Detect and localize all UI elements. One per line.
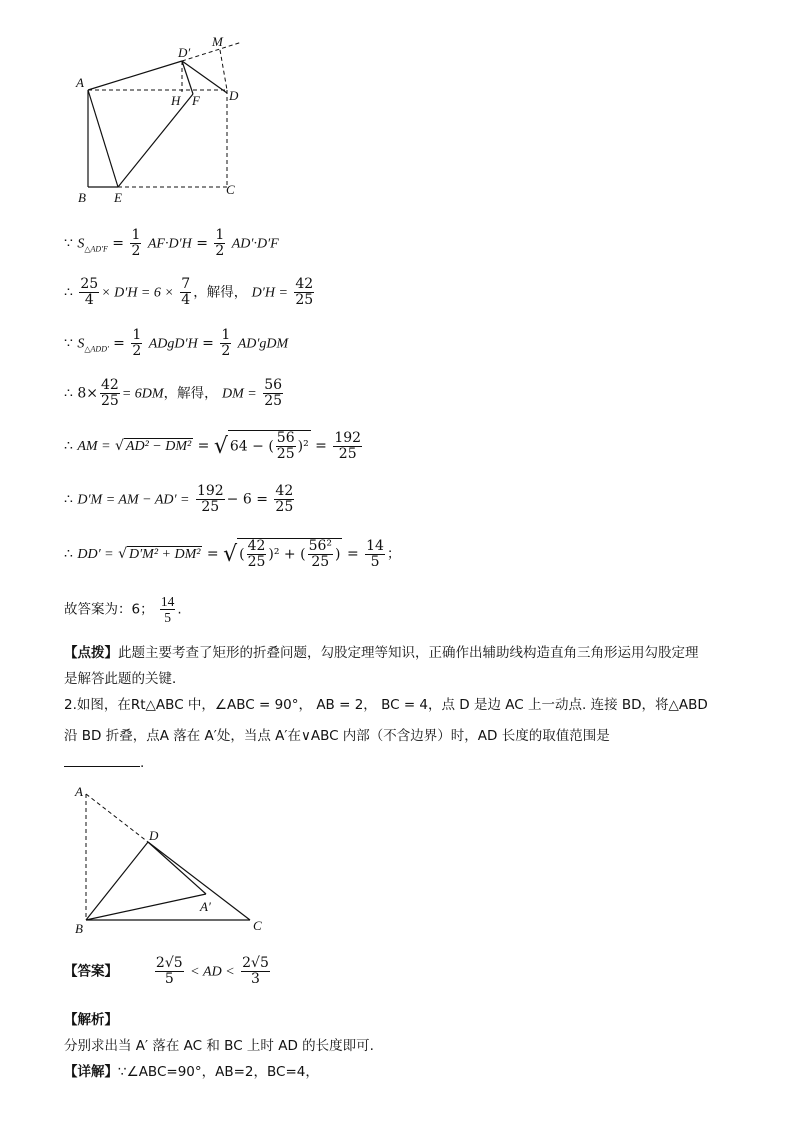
solution-line-3: ∵ $S_{\triangle ADD'}$ = $\frac{1}{2}$ ADgD′H = $\frac{1}{2}$ AD′gDM	[64, 327, 289, 359]
label-H: H	[171, 93, 181, 108]
solution-line-2: ∴ $\frac{25}{4}$ × D′H = 6 × $\frac{7}{4}$ ，解得， D′H = $\frac{42}{25}$	[64, 276, 314, 308]
product-2: AD′·D′F	[231, 236, 279, 252]
fraction-42-25: $\frac{42}{25}$	[295, 276, 314, 308]
area-subscript: △AD′F	[84, 244, 108, 254]
label-D: D	[149, 828, 159, 843]
figure-triangle-fold	[70, 780, 270, 940]
area-symbol: S	[77, 236, 85, 252]
analysis-tag: 【解析】	[64, 1012, 118, 1028]
label-A: A	[76, 75, 84, 90]
tip-tag: 【点拨】	[64, 645, 118, 661]
square-root: √ 64 − ( $\frac{56}{25}$ )²	[213, 430, 309, 462]
label-E: E	[114, 190, 122, 205]
solution-line-1	[64, 228, 279, 259]
label-A: A	[75, 784, 83, 799]
dashed-DM	[220, 50, 227, 90]
label-A-prime: A′	[200, 899, 211, 914]
answer-tag: 【答案】	[64, 963, 118, 980]
line-EF	[118, 94, 193, 187]
label-C: C	[226, 182, 235, 197]
fraction-half: $\frac{1}{2}$	[131, 227, 141, 259]
label-B: B	[75, 921, 83, 936]
because-symbol: ∵	[64, 235, 73, 252]
line-AE	[88, 90, 118, 187]
label-F: F	[192, 93, 200, 108]
analysis-text: 分别求出当 A′ 落在 AC 和 BC 上时 AD 的长度即可.	[64, 1038, 374, 1054]
solution-line-7: ∴ DD′ = √ D′M² + DM² = √ ( $\frac{42}{25}$ )² + ( $\frac{\text{56²}}{25}$ ) = $\frac{14}{5}$ ；	[64, 537, 401, 570]
solution-line-5: ∴ AM = √ AD² − DM² = √ 64 − ( $\frac{56}{25}$ )² = $\frac{192}{25}$	[64, 429, 362, 462]
tip-line-2: 是解答此题的关键．	[64, 671, 186, 687]
fraction-half: $\frac{1}{2}$	[215, 227, 225, 259]
dashed-AD	[86, 794, 148, 842]
question-2-line-1: 2.如图，在Rt△ABC 中，∠ABC = 90°， AB = 2， BC = 4，点 D 是边 AC 上一动点. 连接 BD，将△ABD	[64, 697, 708, 713]
figure-rectangle-fold	[70, 30, 260, 210]
tip-line-1: 【点拨】此题主要考查了矩形的折叠问题，勾股定理等知识，正确作出辅助线构造直角三角形运用勾股定理	[64, 645, 699, 661]
label-M: M	[212, 34, 223, 49]
square-root: √ AD² − DM²	[115, 437, 192, 454]
line-DA-prime	[148, 842, 206, 894]
line-Dprime-D	[182, 61, 227, 93]
detail-tag: 【详解】	[64, 1064, 118, 1080]
equals: =	[196, 235, 208, 252]
solution-line-6: ∴ D′M = AM − AD′ = $\frac{192}{25}$ − 6 = $\frac{42}{25}$	[64, 483, 294, 515]
question-2-blank: .	[64, 752, 144, 771]
solution-line-4: ∴ 8× $\frac{42}{25}$ = 6DM，解得， DM = $\frac{56}{25}$	[64, 377, 283, 409]
label-D: D	[229, 88, 239, 103]
line-Dprime-F	[182, 61, 193, 94]
detail-line: 【详解】∵∠ABC=90°，AB=2，BC=4，	[64, 1064, 319, 1080]
fraction-7-4: $\frac{7}{4}$	[181, 276, 191, 308]
line-AD-prime	[88, 61, 182, 90]
product-1: AF·D′H	[147, 236, 192, 252]
question-2-line-2: 沿 BD 折叠，点A 落在 A′处，当点 A′在∨ABC 内部（不含边界）时，AD 长度的取值范围是	[64, 728, 610, 744]
answer-line-2: 【答案】 $\frac{2√5}{5}$ < AD < $\frac{2√5}{3}$	[64, 955, 269, 987]
answer-line-1: 故答案为：6； $\frac{14}{5}$ .	[64, 594, 182, 625]
fraction-25-4: $\frac{25}{4}$	[80, 276, 99, 308]
label-B: B	[78, 190, 86, 205]
label-C: C	[253, 918, 262, 933]
answer-blank[interactable]	[64, 752, 140, 767]
equals: =	[112, 235, 125, 252]
label-D-prime: D′	[178, 45, 191, 60]
line-DC	[148, 842, 250, 920]
